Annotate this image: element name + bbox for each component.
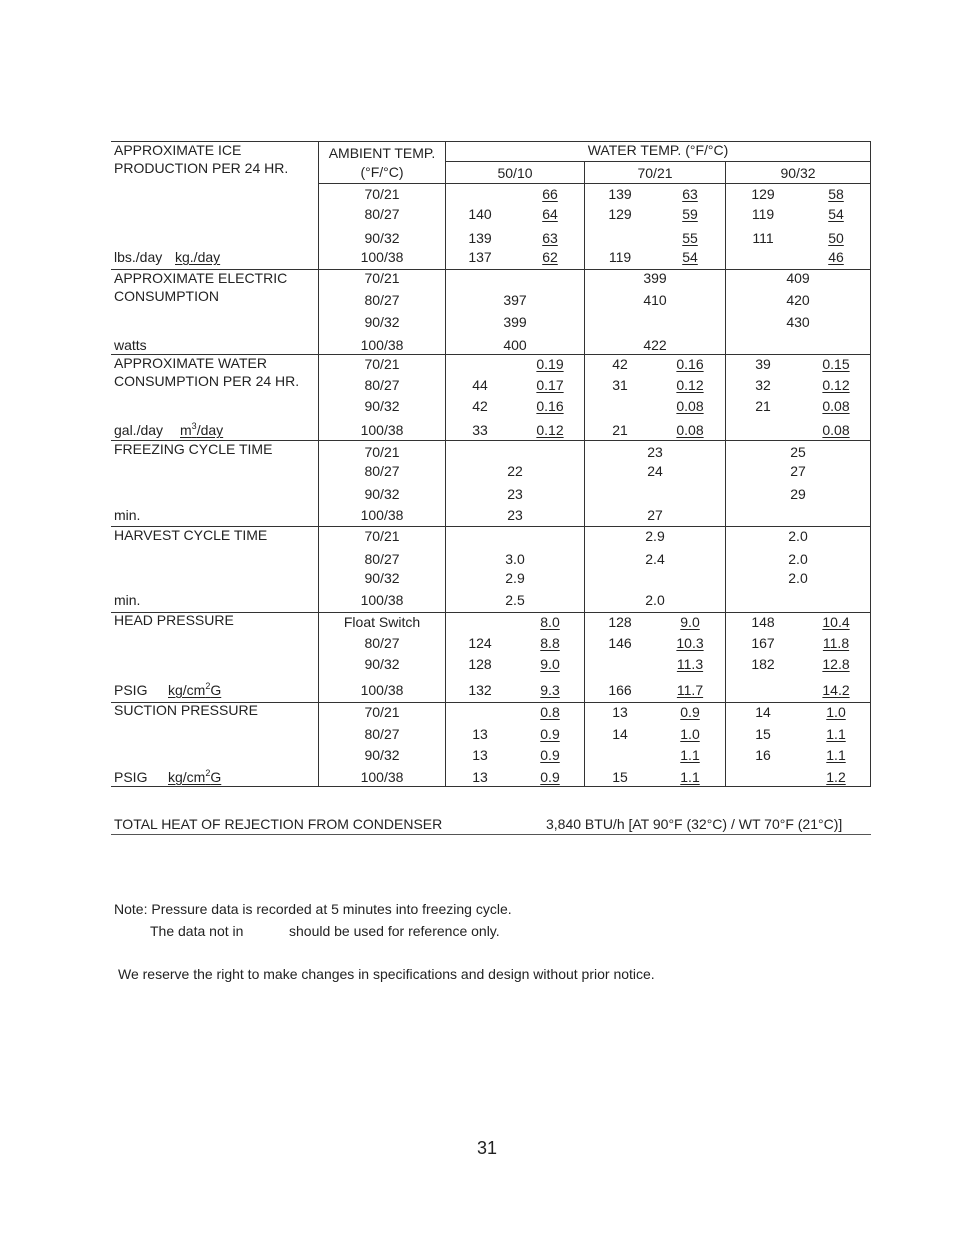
water-value-cell: 0.08 bbox=[676, 398, 704, 414]
water-ambient-cell: 100/38 bbox=[360, 422, 404, 438]
suction-value-cell: 1.0 bbox=[680, 726, 700, 742]
electric-label-line2: CONSUMPTION bbox=[114, 288, 219, 304]
water-value-cell: 0.12 bbox=[676, 377, 704, 393]
ice-value-cell: 54 bbox=[682, 249, 698, 265]
head-ambient-cell: 80/27 bbox=[364, 635, 400, 651]
water-value-cell: 21 bbox=[755, 398, 771, 414]
water-value-cell: 0.08 bbox=[676, 422, 704, 438]
head-value-cell: 9.0 bbox=[540, 656, 560, 672]
harvest-value-cell: 2.4 bbox=[645, 551, 665, 567]
head-value-cell: 9.0 bbox=[680, 614, 700, 630]
suction-value-cell: 15 bbox=[612, 769, 628, 785]
page-number: 31 bbox=[476, 1138, 498, 1158]
electric-value-cell: 409 bbox=[786, 270, 810, 286]
water-value-cell: 42 bbox=[472, 398, 488, 414]
head-value-cell: 124 bbox=[468, 635, 492, 651]
suction-value-cell: 14 bbox=[755, 704, 771, 720]
ice-value-cell: 119 bbox=[608, 249, 632, 265]
head-label: HEAD PRESSURE bbox=[114, 612, 234, 628]
table-right-border bbox=[870, 141, 871, 786]
ambient-header-line1: AMBIENT TEMP. bbox=[328, 145, 436, 161]
ice-value-cell: 58 bbox=[828, 186, 844, 202]
head-value-cell: 11.7 bbox=[676, 682, 704, 698]
suction-value-cell: 14 bbox=[612, 726, 628, 742]
suction-value-cell: 0.9 bbox=[540, 726, 560, 742]
ice-value-cell: 54 bbox=[828, 206, 844, 222]
water-ambient-cell: 70/21 bbox=[364, 356, 400, 372]
head-unit-kgcm2: $kg/cm^2G$ bbox=[168, 681, 222, 698]
electric-ambient-cell: 80/27 bbox=[364, 292, 400, 308]
col-divider-1 bbox=[584, 161, 585, 786]
water-value-cell: 0.17 bbox=[536, 377, 564, 393]
ice-unit-lbs: lbs./day bbox=[114, 249, 163, 265]
freezing-value-cell: 29 bbox=[790, 486, 806, 502]
harvest-value-cell: 2.5 bbox=[505, 592, 525, 608]
freezing-ambient-cell: 90/32 bbox=[364, 486, 400, 502]
ice-value-cell: 55 bbox=[682, 230, 698, 246]
ice-value-cell: 64 bbox=[542, 206, 558, 222]
harvest-value-cell: 2.9 bbox=[505, 570, 525, 586]
harvest-ambient-cell: 90/32 bbox=[364, 570, 400, 586]
head-value-cell: 11.8 bbox=[822, 635, 850, 651]
water-value-cell: 33 bbox=[472, 422, 488, 438]
water-value-cell: 0.16 bbox=[536, 398, 564, 414]
water-value-cell: 0.12 bbox=[536, 422, 564, 438]
water-ambient-cell: 80/27 bbox=[364, 377, 400, 393]
freezing-value-cell: 24 bbox=[647, 463, 663, 479]
head-value-cell: 132 bbox=[468, 682, 492, 698]
head-value-cell: 11.3 bbox=[676, 656, 704, 672]
water-label-line2: CONSUMPTION PER 24 HR. bbox=[114, 373, 300, 389]
head-value-cell: 128 bbox=[468, 656, 492, 672]
electric-ambient-cell: 90/32 bbox=[364, 314, 400, 330]
freezing-ambient-cell: 100/38 bbox=[360, 507, 404, 523]
ice-value-cell: 46 bbox=[828, 249, 844, 265]
water-ambient-cell: 90/32 bbox=[364, 398, 400, 414]
harvest-value-cell: 3.0 bbox=[505, 551, 525, 567]
water-value-cell: 32 bbox=[755, 377, 771, 393]
note-line1: Note: Pressure data is recorded at 5 minutes into freezing cycle. bbox=[114, 901, 512, 917]
harvest-value-cell: 2.0 bbox=[788, 551, 808, 567]
ice-value-cell: 139 bbox=[608, 186, 632, 202]
suction-value-cell: 13 bbox=[472, 747, 488, 763]
electric-value-cell: 397 bbox=[503, 292, 527, 308]
freezing-ambient-cell: 70/21 bbox=[364, 444, 400, 460]
suction-value-cell: 1.2 bbox=[826, 769, 846, 785]
water-value-cell: 0.15 bbox=[822, 356, 850, 372]
water-left-border bbox=[445, 141, 446, 786]
suction-value-cell: 15 bbox=[755, 726, 771, 742]
head-value-cell: 8.0 bbox=[540, 614, 560, 630]
ice-value-cell: 140 bbox=[468, 206, 492, 222]
suction-value-cell: 0.9 bbox=[680, 704, 700, 720]
water-temp-header: WATER TEMP. (°F/°C) bbox=[587, 142, 729, 158]
ice-value-cell: 62 bbox=[542, 249, 558, 265]
ambient-left-border bbox=[318, 141, 319, 786]
water-temp-divider bbox=[445, 161, 871, 162]
harvest-value-cell: 2.0 bbox=[788, 528, 808, 544]
suction-unit-psig: PSIG bbox=[114, 769, 148, 785]
water-value-cell: 42 bbox=[612, 356, 628, 372]
head-value-cell: 10.3 bbox=[676, 635, 704, 651]
freezing-value-cell: 27 bbox=[790, 463, 806, 479]
disclaimer: We reserve the right to make changes in specifications and design without prior notice. bbox=[118, 966, 655, 982]
water-value-cell: 21 bbox=[612, 422, 628, 438]
suction-value-cell: 0.8 bbox=[540, 704, 560, 720]
harvest-value-cell: 2.0 bbox=[645, 592, 665, 608]
head-ambient-cell: 90/32 bbox=[364, 656, 400, 672]
ice-ambient-cell: 90/32 bbox=[364, 230, 400, 246]
ice-value-cell: 50 bbox=[828, 230, 844, 246]
water-value-cell: 0.12 bbox=[822, 377, 850, 393]
electric-value-cell: 422 bbox=[643, 337, 667, 353]
ice-value-cell: 63 bbox=[682, 186, 698, 202]
suction-ambient-cell: 80/27 bbox=[364, 726, 400, 742]
head-value-cell: 167 bbox=[751, 635, 775, 651]
head-unit-psig: PSIG bbox=[114, 682, 148, 698]
ice-value-cell: 137 bbox=[468, 249, 492, 265]
water-value-cell: 0.08 bbox=[822, 398, 850, 414]
head-value-cell: 146 bbox=[608, 635, 632, 651]
water-col-header-3: 90/32 bbox=[780, 165, 816, 181]
suction-value-cell: 1.0 bbox=[826, 704, 846, 720]
harvest-ambient-cell: 80/27 bbox=[364, 551, 400, 567]
electric-unit: watts bbox=[114, 337, 147, 353]
harvest-value-cell: 2.9 bbox=[645, 528, 665, 544]
note-line2b: should be used for reference only. bbox=[289, 923, 500, 939]
freezing-unit: min. bbox=[114, 507, 141, 523]
ice-value-cell: 129 bbox=[608, 206, 632, 222]
water-value-cell: 31 bbox=[612, 377, 628, 393]
heat-rejection-value: 3,840 BTU/h [AT 90°F (32°C) / WT 70°F (21°C)] bbox=[546, 816, 843, 832]
head-value-cell: 8.8 bbox=[540, 635, 560, 651]
water-col-header-1: 50/10 bbox=[497, 165, 533, 181]
ice-value-cell: 111 bbox=[752, 230, 774, 246]
suction-value-cell: 1.1 bbox=[680, 747, 700, 763]
suction-value-cell: 0.9 bbox=[540, 769, 560, 785]
water-value-cell: 0.16 bbox=[676, 356, 704, 372]
electric-value-cell: 410 bbox=[643, 292, 667, 308]
ice-value-cell: 63 bbox=[542, 230, 558, 246]
water-unit-m3: $m^3$/day bbox=[180, 421, 224, 438]
harvest-ambient-cell: 100/38 bbox=[360, 592, 404, 608]
suction-ambient-cell: 100/38 bbox=[360, 769, 404, 785]
suction-value-cell: 1.1 bbox=[826, 726, 846, 742]
water-value-cell: 39 bbox=[755, 356, 771, 372]
head-value-cell: 166 bbox=[608, 682, 632, 698]
water-value-cell: 0.08 bbox=[822, 422, 850, 438]
ice-ambient-cell: 70/21 bbox=[364, 186, 400, 202]
ice-label-line2: PRODUCTION PER 24 HR. bbox=[114, 160, 289, 176]
electric-ambient-cell: 70/21 bbox=[364, 270, 400, 286]
freezing-value-cell: 25 bbox=[790, 444, 806, 460]
freezing-label: FREEZING CYCLE TIME bbox=[114, 441, 273, 457]
suction-value-cell: 16 bbox=[755, 747, 771, 763]
header-bottom-border bbox=[318, 183, 871, 184]
electric-label-line1: APPROXIMATE ELECTRIC bbox=[114, 270, 288, 286]
suction-value-cell: 13 bbox=[472, 769, 488, 785]
ice-value-cell: 119 bbox=[751, 206, 775, 222]
water-unit-gal: gal./day bbox=[114, 422, 164, 438]
ambient-header-line2: (°F/°C) bbox=[360, 164, 404, 180]
electric-ambient-cell: 100/38 bbox=[360, 337, 404, 353]
col-divider-2 bbox=[725, 161, 726, 786]
harvest-ambient-cell: 70/21 bbox=[364, 528, 400, 544]
harvest-value-cell: 2.0 bbox=[788, 570, 808, 586]
ice-ambient-cell: 100/38 bbox=[360, 249, 404, 265]
head-value-cell: 148 bbox=[751, 614, 775, 630]
harvest-unit: min. bbox=[114, 592, 141, 608]
electric-value-cell: 400 bbox=[503, 337, 527, 353]
electric-value-cell: 420 bbox=[786, 292, 810, 308]
water-label-line1: APPROXIMATE WATER bbox=[114, 355, 267, 371]
ice-value-cell: 66 bbox=[542, 186, 558, 202]
suction-unit-kgcm2: $kg/cm^2G$ bbox=[168, 768, 222, 785]
ice-unit-kg: kg./day bbox=[175, 249, 221, 265]
suction-value-cell: 13 bbox=[472, 726, 488, 742]
freezing-value-cell: 27 bbox=[647, 507, 663, 523]
head-value-cell: 12.8 bbox=[822, 656, 850, 672]
head-value-cell: 182 bbox=[751, 656, 775, 672]
electric-value-cell: 399 bbox=[643, 270, 667, 286]
suction-value-cell: 1.1 bbox=[680, 769, 700, 785]
table-bottom-border bbox=[111, 786, 871, 787]
ice-value-cell: 129 bbox=[751, 186, 775, 202]
head-value-cell: 9.3 bbox=[540, 682, 560, 698]
freezing-value-cell: 23 bbox=[647, 444, 663, 460]
freezing-value-cell: 23 bbox=[507, 486, 523, 502]
freezing-value-cell: 22 bbox=[507, 463, 523, 479]
suction-label: SUCTION PRESSURE bbox=[114, 702, 258, 718]
suction-value-cell: 1.1 bbox=[826, 747, 846, 763]
suction-value-cell: 13 bbox=[612, 704, 628, 720]
suction-ambient-cell: 70/21 bbox=[364, 704, 400, 720]
freezing-value-cell: 23 bbox=[507, 507, 523, 523]
water-value-cell: 44 bbox=[472, 377, 488, 393]
water-col-header-2: 70/21 bbox=[637, 165, 673, 181]
ice-value-cell: 59 bbox=[682, 206, 698, 222]
head-value-cell: 10.4 bbox=[822, 614, 850, 630]
head-ambient-cell: Float Switch bbox=[343, 614, 421, 630]
heat-rejection-underline bbox=[111, 834, 871, 835]
head-ambient-cell: 100/38 bbox=[360, 682, 404, 698]
note-line2a: The data not in bbox=[150, 923, 244, 939]
freezing-ambient-cell: 80/27 bbox=[364, 463, 400, 479]
head-value-cell: 14.2 bbox=[822, 682, 850, 698]
water-value-cell: 0.19 bbox=[536, 356, 564, 372]
suction-ambient-cell: 90/32 bbox=[364, 747, 400, 763]
harvest-label: HARVEST CYCLE TIME bbox=[114, 527, 268, 543]
ice-value-cell: 139 bbox=[468, 230, 492, 246]
electric-value-cell: 399 bbox=[503, 314, 527, 330]
ice-ambient-cell: 80/27 bbox=[364, 206, 400, 222]
heat-rejection-label: TOTAL HEAT OF REJECTION FROM CONDENSER bbox=[114, 816, 443, 832]
suction-value-cell: 0.9 bbox=[540, 747, 560, 763]
electric-value-cell: 430 bbox=[786, 314, 810, 330]
head-value-cell: 128 bbox=[608, 614, 632, 630]
ice-label-line1: APPROXIMATE ICE bbox=[114, 142, 242, 158]
